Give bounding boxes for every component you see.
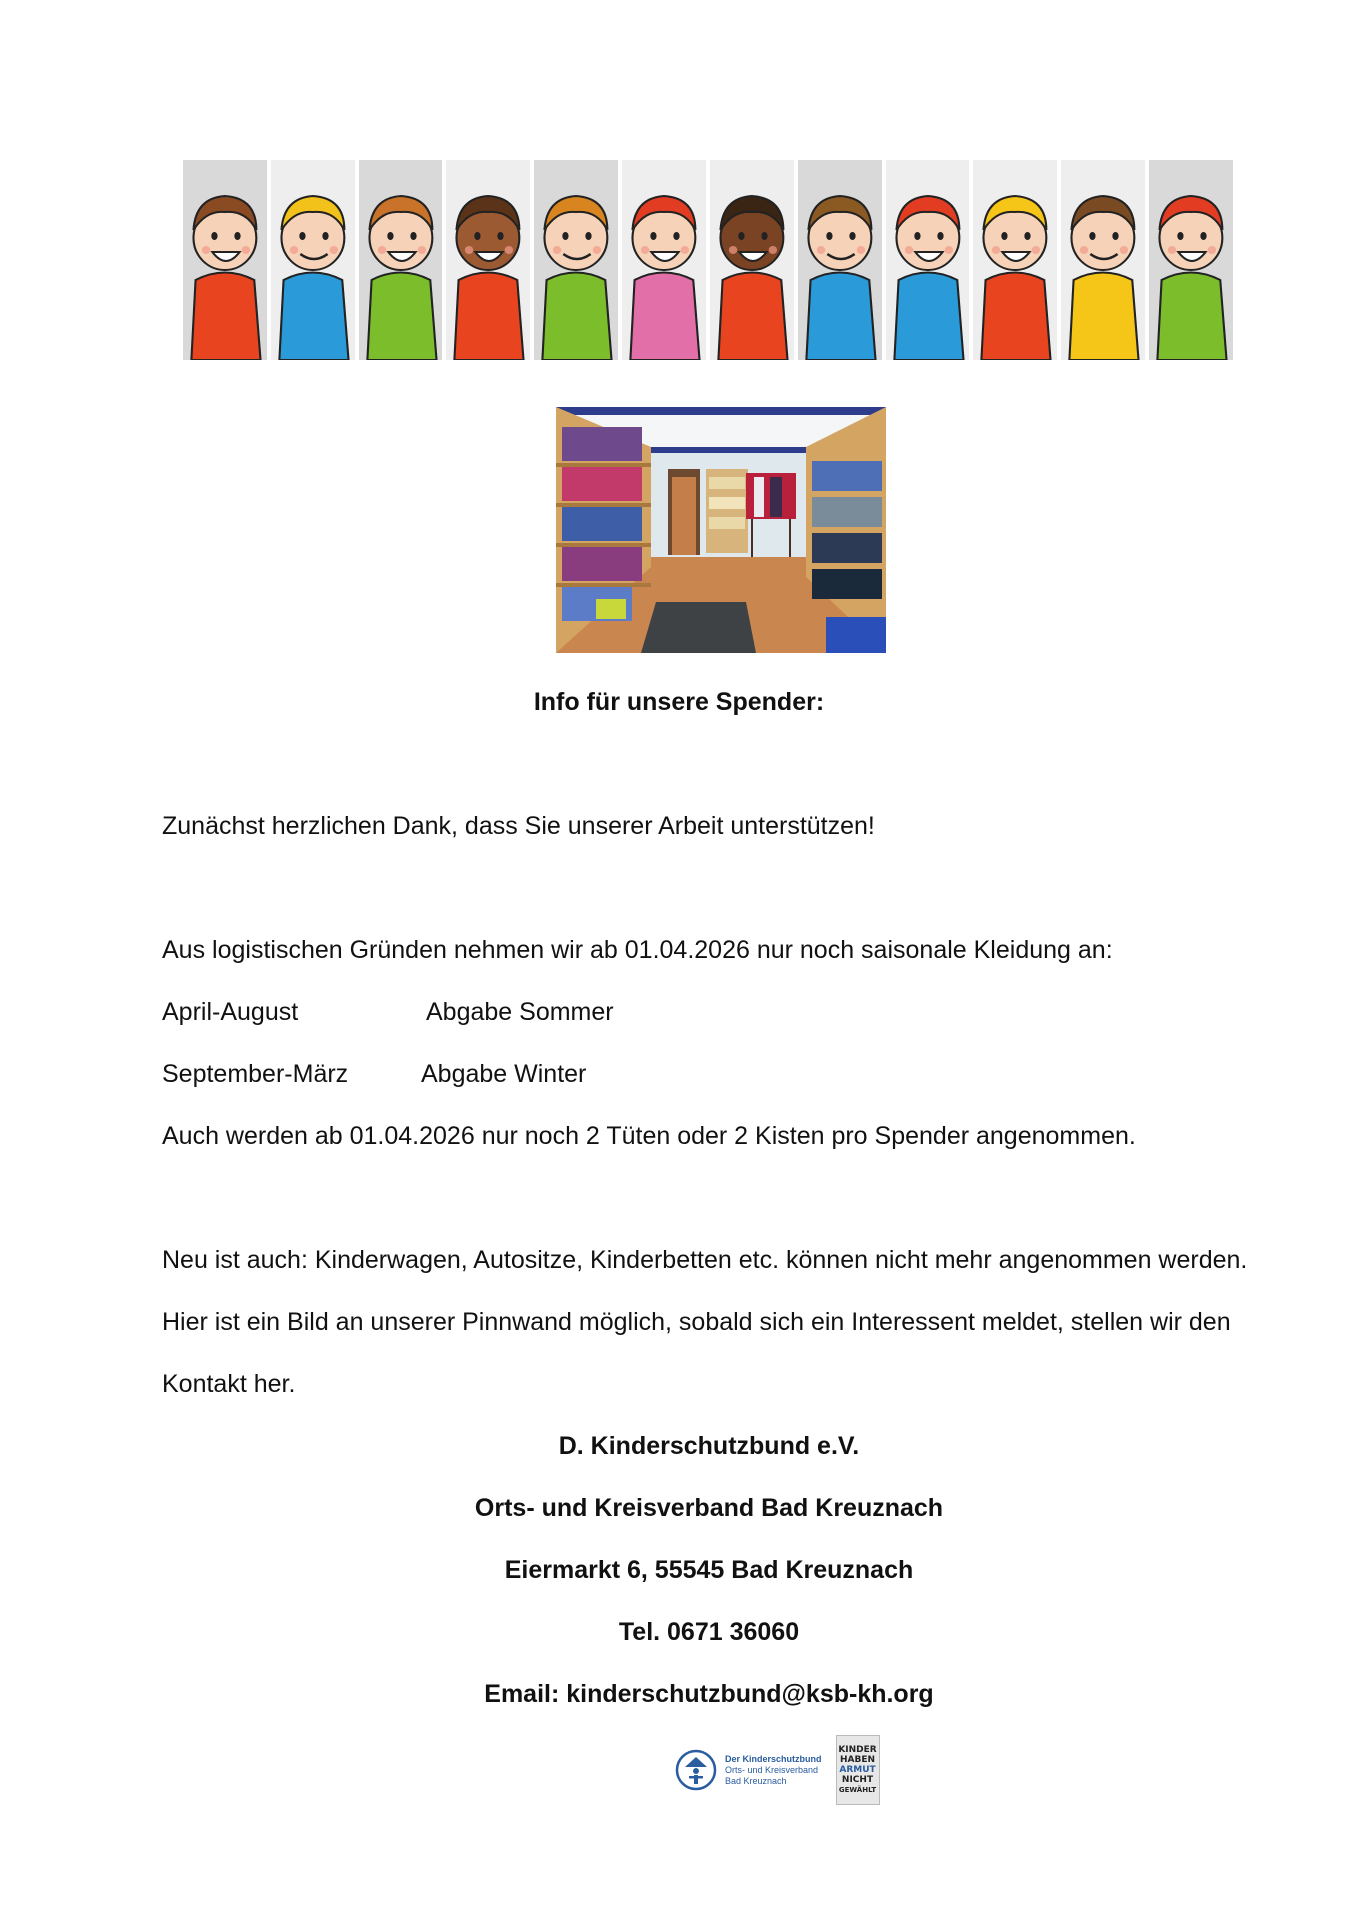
kid-face-icon (798, 160, 882, 360)
new-rule-line-2: Hier ist ein Bild an unserer Pinnwand möglich, sobald sich ein Interessent meldet, stellen wir den (162, 1308, 1231, 1336)
kinder-logo-line: NICHT (841, 1775, 874, 1785)
kid-panel (886, 160, 970, 360)
ksb-logo-line3: Bad Kreuznach (725, 1775, 787, 1786)
season-summer-text: Abgabe Sommer (426, 998, 614, 1026)
ksb-logo-line2: Orts- und Kreisverband (725, 1764, 819, 1775)
kinder-haben-armut-nicht-gewaehlt-logo (836, 1735, 880, 1805)
kinderschutzbund-house-icon (675, 1749, 717, 1791)
kid-face-icon (183, 160, 267, 360)
kid-panel (1149, 160, 1233, 360)
footer-logos (675, 1735, 880, 1805)
kid-panel (622, 160, 706, 360)
contact-phone: Tel. 0671 36060 (618, 1618, 800, 1646)
contact-branch: Orts- und Kreisverband Bad Kreuznach (474, 1494, 944, 1522)
contact-address: Eiermarkt 6, 55545 Bad Kreuznach (504, 1556, 914, 1584)
season-summer-months: April-August (162, 998, 299, 1026)
donation-limit-paragraph: Auch werden ab 01.04.2026 nur noch 2 Tüten oder 2 Kisten pro Spender angenommen. (162, 1122, 1136, 1150)
kid-face-icon (710, 160, 794, 360)
kid-face-icon (622, 160, 706, 360)
season-winter-text: Abgabe Winter (421, 1060, 587, 1088)
kid-panel (973, 160, 1057, 360)
kinder-logo-line: GEWÄHLT (838, 1786, 877, 1794)
new-rule-line-1: Neu ist auch: Kinderwagen, Autositze, Kinderbetten etc. können nicht mehr angenommen werden. (162, 1246, 1248, 1274)
logistics-paragraph: Aus logistischen Gründen nehmen wir ab 01.04.2026 nur noch saisonale Kleidung an: (162, 936, 1113, 964)
kid-face-icon (359, 160, 443, 360)
kid-panel (710, 160, 794, 360)
contact-org: D. Kinderschutzbund e.V. (558, 1432, 860, 1460)
thanks-paragraph: Zunächst herzlichen Dank, dass Sie unserer Arbeit unterstützen! (162, 812, 875, 840)
kid-face-icon (886, 160, 970, 360)
kid-panel (1061, 160, 1145, 360)
kid-face-icon (534, 160, 618, 360)
kid-face-icon (446, 160, 530, 360)
kinder-logo-line: KINDER (838, 1745, 877, 1755)
kid-panel (359, 160, 443, 360)
info-heading: Info für unsere Spender: (533, 688, 825, 716)
kinder-logo-line: ARMUT (839, 1765, 876, 1775)
contact-email[interactable]: Email: kinderschutzbund@ksb-kh.org (484, 1680, 934, 1708)
ksb-logo-title: Der Kinderschutzbund (725, 1753, 822, 1764)
clothing-room-photo (556, 407, 886, 653)
kid-face-icon (1149, 160, 1233, 360)
season-winter-months: September-März (162, 1060, 349, 1088)
kids-banner (183, 160, 1233, 360)
kid-panel (271, 160, 355, 360)
kid-panel (798, 160, 882, 360)
kid-face-icon (973, 160, 1057, 360)
kinderschutzbund-logo (675, 1749, 822, 1791)
kid-face-icon (1061, 160, 1145, 360)
kid-panel (183, 160, 267, 360)
kid-face-icon (271, 160, 355, 360)
kinder-logo-line: HABEN (839, 1755, 876, 1765)
new-rule-line-3: Kontakt her. (162, 1370, 296, 1398)
kid-panel (534, 160, 618, 360)
kid-panel (446, 160, 530, 360)
